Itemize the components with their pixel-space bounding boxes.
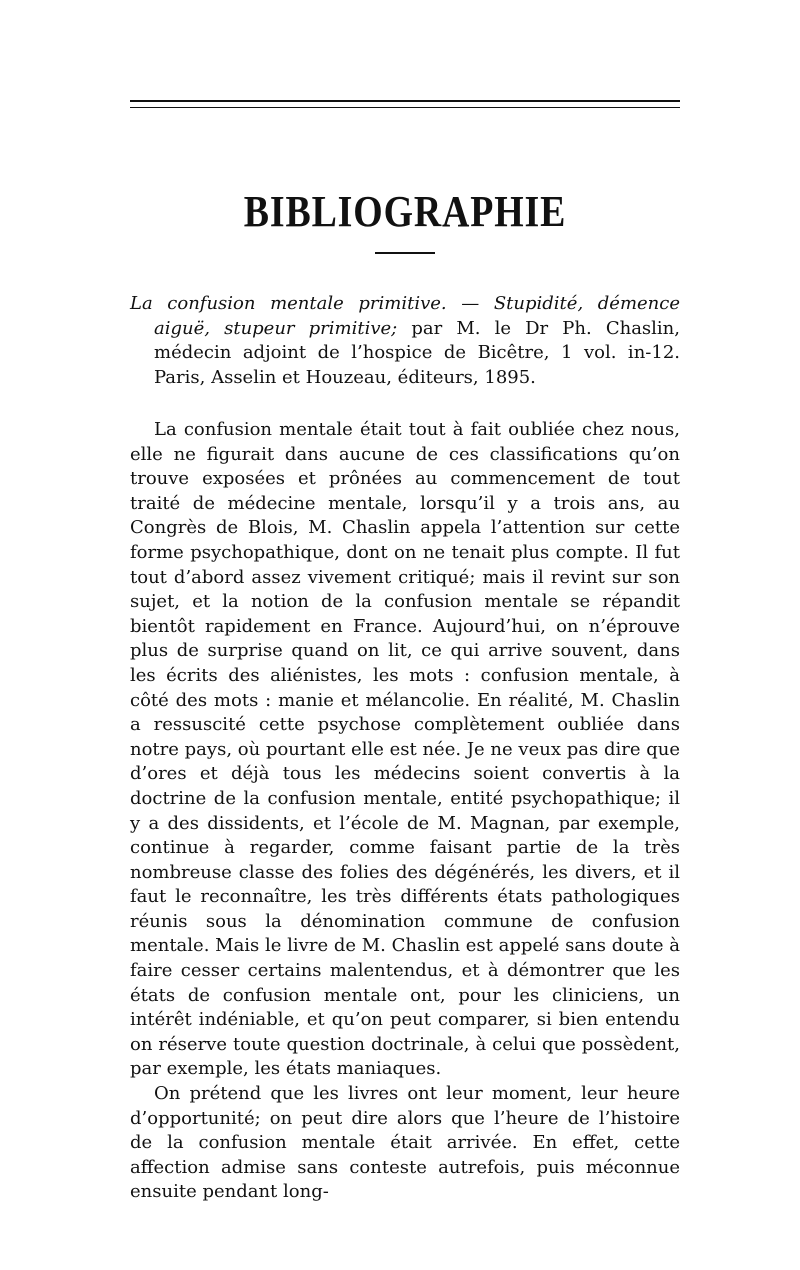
reference-details: par M. le Dr Ph. Chaslin, médecin adjoint de l’hospice de Bicêtre, 1 vol. in-12. Paris, Asselin et Houzeau, éditeurs, 1895.	[154, 317, 680, 388]
bibliographic-reference	[130, 292, 680, 390]
top-double-rule	[130, 100, 680, 108]
body-paragraph-2: On prétend que les livres ont leur moment, leur heure d’opportunité; on peut dire alors que l’heure de l’histoire de la confusion mentale était arrivée. En effet, cette affection admise sans conteste autrefois, puis méconnue ensuite pendant long-	[130, 1083, 680, 1203]
work-title-secondary: Stupidité, démence aiguë, stupeur primitive;	[154, 293, 680, 339]
page-title: BIBLIOGRAPHIE	[243, 187, 567, 236]
title-separator: —	[446, 293, 494, 314]
page	[130, 100, 680, 1205]
title-underline-rule	[375, 252, 435, 254]
work-title-primary: La confusion mentale primitive.	[130, 293, 447, 314]
body-paragraph-1: La confusion mentale était tout à fait oubliée chez nous, elle ne figurait dans aucune de ces classifications qu’on trouve exposées et prônées au commencement de tout traité de médecine mentale, lorsqu’il y a trois ans, au Congrès de Blois, M. Chaslin appela l’attention sur cette forme psychopathique, dont on ne tenait plus compte. Il fut tout d’abord assez vivement critiqué; mais il revint sur son sujet, et la notion de la confusion mentale se répandit bientôt rapidement en France. Aujourd’hui, on n’éprouve plus de surprise quand on lit, ce qui arrive souvent, dans les écrits des aliénistes, les mots : confusion mentale, à côté des mots : manie et mélancolie. En réalité, M. Chaslin a ressuscité cette psychose complètement oubliée dans notre pays, où pourtant elle est née. Je ne veux pas dire que d’ores et déjà tous les médecins soient convertis à la doctrine de la confusion mentale, entité psychopathique; il y a des dissidents, et l’école de M. Magnan, par exemple, continue à regarder, comme faisant partie de la très nombreuse classe des folies des dégénérés, les divers, et il faut le reconnaître, les très différents états pathologiques réunis sous la dénomination commune de confusion mentale. Mais le livre de M. Chaslin est appelé sans doute à faire cesser certains malentendus, et à démontrer que les états de confusion mentale ont, pour les cliniciens, un intérêt indéniable, et qu’on peut comparer, si bien entendu on réserve toute question doctrinale, à celui que possèdent, par exemple, les états maniaques.	[130, 419, 680, 1080]
